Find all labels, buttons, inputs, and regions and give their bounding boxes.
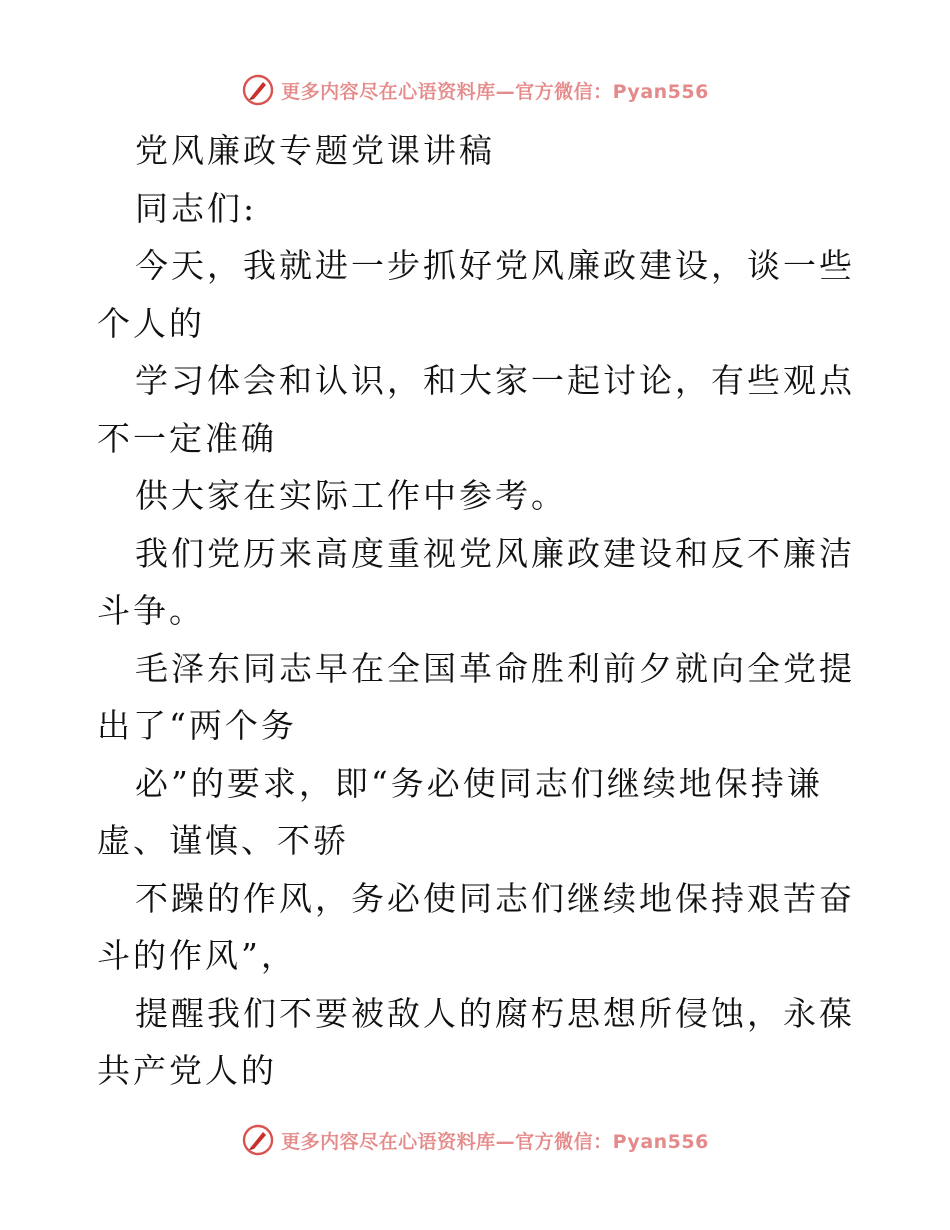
salutation: 同志们: [135,188,258,228]
body-paragraph: 提醒我们不要被敌人的腐朽思想所侵蚀，永葆共产党人的 [97,993,855,1090]
body-paragraph: 供大家在实际工作中参考。 [135,476,567,515]
watermark-text: 更多内容尽在心语资料库—官方微信：Pyan556 [281,80,709,103]
document-title: 党风廉政专题党课讲稿 [135,131,495,170]
body-paragraph: 不躁的作风，务必使同志们继续地保持艰苦奋斗的作风”， [97,878,855,975]
footer-watermark [0,1120,950,1160]
body-paragraph: 毛泽东同志早在全国革命胜利前夕就向全党提出了“两个务 [97,648,855,745]
quill-pen-logo-icon [241,73,275,107]
header-watermark [0,70,950,110]
body-paragraph: 今天，我就进一步抓好党风廉政建设，谈一些个人的 [97,246,855,343]
body-paragraph: 必”的要求，即“务必使同志们继续地保持谦虚、谨慎、不骄 [97,763,823,860]
body-paragraph: 我们党历来高度重视党风廉政建设和反不廉洁斗争。 [97,533,855,630]
document-body [97,122,857,1100]
quill-pen-logo-icon [241,1123,275,1157]
watermark-text: 更多内容尽在心语资料库—官方微信：Pyan556 [281,1130,709,1153]
body-paragraph: 学习体会和认识，和大家一起讨论，有些观点不一定准确 [97,361,855,458]
